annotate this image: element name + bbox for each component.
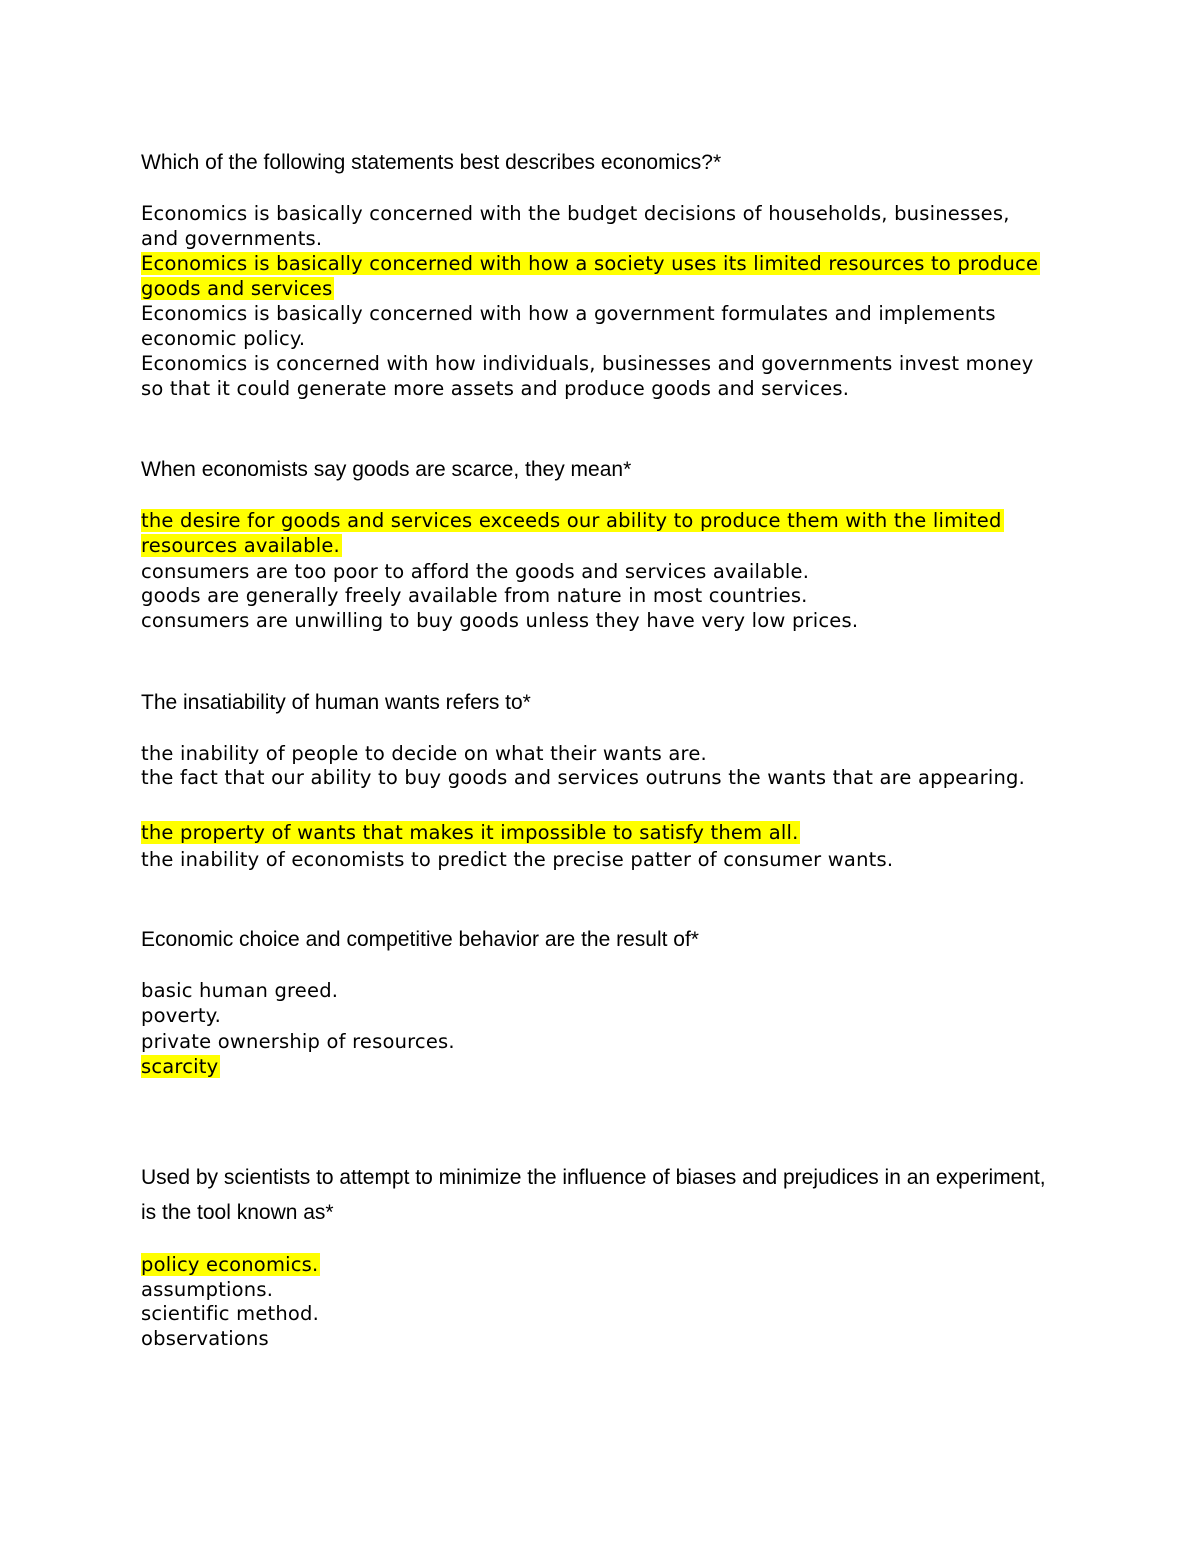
question-5-option-3: scientific method. [141, 1302, 320, 1325]
question-5-option-1-highlighted: policy economics. [141, 1253, 319, 1276]
question-3-option-4: the inability of economists to predict the precise patter of consumer wants. [141, 848, 894, 871]
question-2-option-2: consumers are too poor to afford the goods and services available. [141, 560, 810, 583]
question-4-prompt: Economic choice and competitive behavior are the result of* [141, 928, 699, 951]
question-5-option-2: assumptions. [141, 1278, 274, 1301]
question-1-prompt: Which of the following statements best describes economics?* [141, 151, 722, 174]
question-2-option-3: goods are generally freely available from nature in most countries. [141, 584, 808, 607]
question-3-option-2: the fact that our ability to buy goods and services outruns the wants that are appearing. [141, 766, 1026, 789]
question-4-option-2: poverty. [141, 1004, 222, 1027]
question-4-option-3: private ownership of resources. [141, 1030, 455, 1053]
question-1-option-4: Economics is concerned with how individuals, businesses and governments invest money so that it could generate more assets and produce goods and services. [141, 352, 1034, 400]
question-3-option-1: the inability of people to decide on what their wants are. [141, 742, 707, 765]
question-5-prompt: Used by scientists to attempt to minimize the influence of biases and prejudices in an experiment, is the tool known as* [141, 1166, 1046, 1224]
question-5-option-4: observations [141, 1327, 269, 1350]
question-1-option-3: Economics is basically concerned with how a government formulates and implements economic policy. [141, 302, 996, 350]
question-2-option-1-highlighted: the desire for goods and services exceeds our ability to produce them with the limited resources available. [141, 509, 1002, 557]
question-1-option-1: Economics is basically concerned with the budget decisions of households, businesses, and governments. [141, 202, 1010, 250]
question-3-prompt: The insatiability of human wants refers to* [141, 691, 531, 714]
question-4-option-1: basic human greed. [141, 979, 339, 1002]
question-1-option-2-highlighted: Economics is basically concerned with how a society uses its limited resources to produce goods and services [141, 252, 1039, 300]
question-2-option-4: consumers are unwilling to buy goods unless they have very low prices. [141, 609, 859, 632]
question-3-option-3-highlighted: the property of wants that makes it impossible to satisfy them all. [141, 821, 799, 844]
question-2-prompt: When economists say goods are scarce, they mean* [141, 458, 632, 481]
question-4-option-4-highlighted: scarcity [141, 1055, 219, 1078]
